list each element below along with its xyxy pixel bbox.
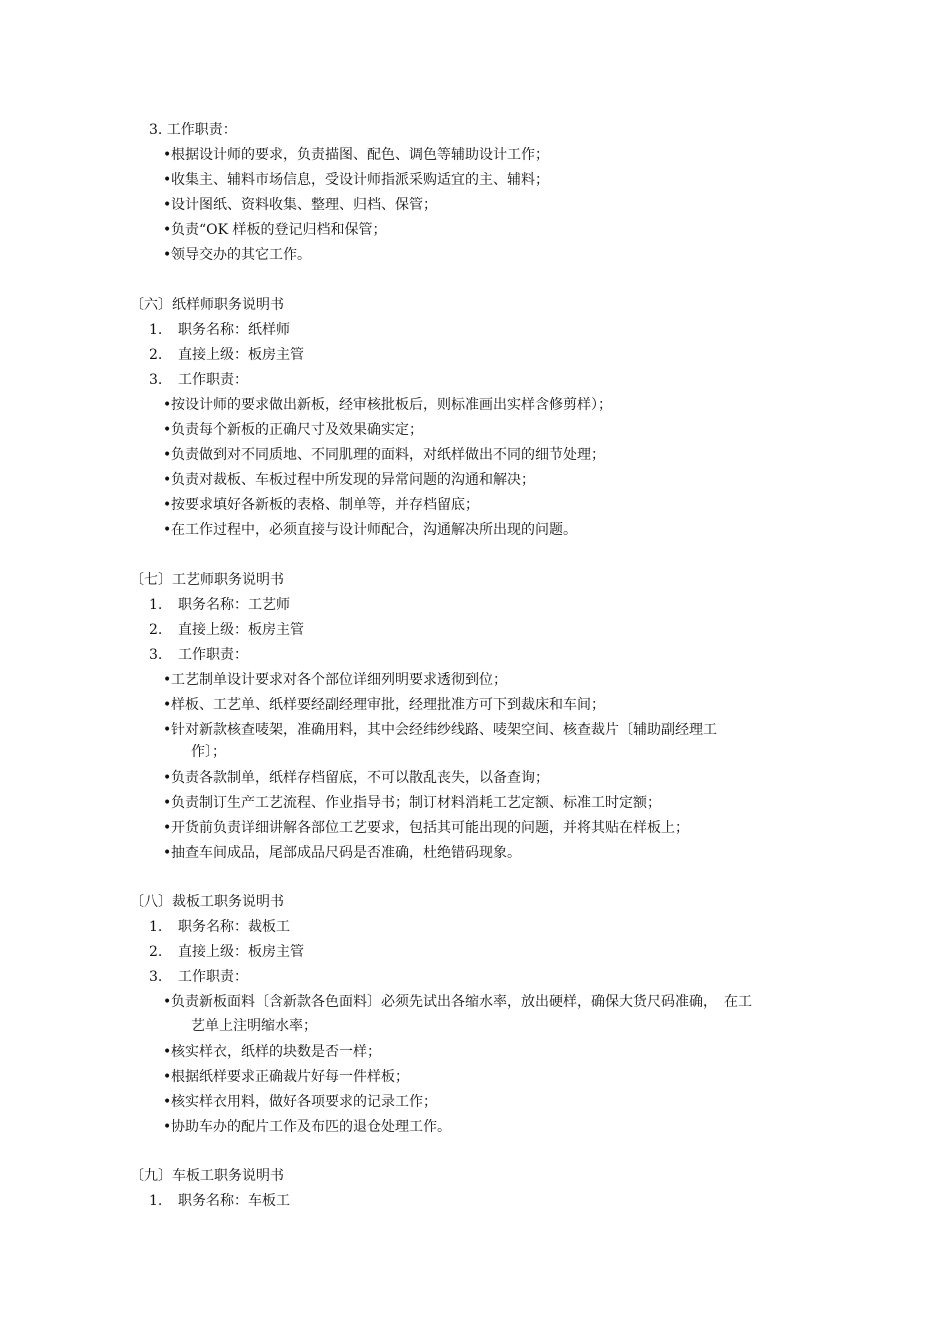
list-item: • 开货前负责详细讲解各部位工艺要求，包括其可能出现的问题，并将其贴在样板上；	[163, 819, 689, 837]
list-item: • 核实样衣用料，做好各项要求的记录工作；	[163, 1093, 437, 1111]
item-number: 2.	[149, 944, 163, 960]
item-text: 直接上级：板房主管	[178, 347, 304, 363]
item-number: 3.	[149, 969, 163, 985]
list-item: • 负责各款制单，纸样存档留底，不可以散乱丧失，以备查询；	[163, 769, 549, 787]
list-item: • 负责制订生产工艺流程、作业指导书；制订材料消耗工艺定额、标准工时定额；	[163, 794, 661, 812]
numbered-item	[149, 918, 290, 936]
item-text: 职务名称：工艺师	[178, 597, 290, 613]
list-item: • 核实样衣，纸样的块数是否一样；	[163, 1043, 381, 1061]
list-item: • 样板、工艺单、纸样要经副经理审批，经理批准方可下到裁床和车间；	[163, 696, 605, 714]
numbered-item	[149, 943, 304, 961]
duties-heading: 3. 工作职责：	[149, 122, 237, 138]
item-text: 职务名称：车板工	[178, 1193, 290, 1209]
list-item: • 收集主、辅料市场信息，受设计师指派采购适宜的主、辅料；	[163, 171, 549, 189]
numbered-item	[149, 321, 290, 339]
item-number: 3.	[149, 372, 163, 388]
item-text: 工作职责：	[178, 372, 248, 388]
list-item: • 按要求填好各新板的表格、制单等，并存档留底；	[163, 496, 479, 514]
list-item: • 根据纸样要求正确裁片好每一件样板；	[163, 1068, 409, 1086]
list-item: • 负责新板面料〔含新款各色面料〕必须先试出各缩水率，放出硬样，确保大货尺码准确， 在工	[163, 993, 752, 1011]
section-title: 〔七〕工艺师职务说明书	[130, 572, 284, 588]
item-text: 工作职责：	[178, 647, 248, 663]
numbered-item	[149, 968, 248, 986]
numbered-item	[149, 346, 304, 364]
numbered-item	[149, 1192, 290, 1210]
list-item-continuation: 作〕；	[191, 744, 226, 760]
list-item: • 根据设计师的要求，负责描图、配色、调色等辅助设计工作；	[163, 146, 549, 164]
item-text: 直接上级：板房主管	[178, 622, 304, 638]
list-item: • 领导交办的其它工作。	[163, 246, 311, 264]
list-item: • 按设计师的要求做出新板，经审核批板后，则标准画出实样含修剪样）；	[163, 396, 612, 414]
section-title: 〔九〕车板工职务说明书	[130, 1168, 284, 1184]
list-item: • 在工作过程中，必须直接与设计师配合，沟通解决所出现的问题。	[163, 521, 577, 539]
item-number: 2.	[149, 347, 163, 363]
list-item: • 针对新款核查唛架，准确用料，其中会经纬纱线路、唛架空间、核查裁片〔辅助副经理工	[163, 721, 717, 739]
item-number: 1.	[149, 919, 163, 935]
list-item: • 抽查车间成品，尾部成品尺码是否准确，杜绝错码现象。	[163, 844, 521, 862]
item-number: 3.	[149, 647, 163, 663]
item-text: 工作职责：	[178, 969, 248, 985]
item-text: 职务名称：裁板工	[178, 919, 290, 935]
item-number: 1.	[149, 1193, 163, 1209]
item-text: 职务名称：纸样师	[178, 322, 290, 338]
list-item: • 负责“OK 样板的登记归档和保管；	[163, 221, 387, 239]
item-number: 1.	[149, 597, 163, 613]
list-item: • 负责做到对不同质地、不同肌理的面料，对纸样做出不同的细节处理；	[163, 446, 605, 464]
list-item-continuation: 艺单上注明缩水率；	[191, 1018, 317, 1034]
list-item: • 负责对裁板、车板过程中所发现的异常问题的沟通和解决；	[163, 471, 535, 489]
numbered-item	[149, 371, 248, 389]
numbered-item	[149, 646, 248, 664]
numbered-item	[149, 621, 304, 639]
list-item: • 设计图纸、资料收集、整理、归档、保管；	[163, 196, 437, 214]
item-text: 直接上级：板房主管	[178, 944, 304, 960]
item-number: 1.	[149, 322, 163, 338]
section-title: 〔六〕纸样师职务说明书	[130, 297, 284, 313]
item-number: 2.	[149, 622, 163, 638]
section-title: 〔八〕裁板工职务说明书	[130, 894, 284, 910]
numbered-item	[149, 596, 290, 614]
list-item: • 协助车办的配片工作及布匹的退仓处理工作。	[163, 1118, 451, 1136]
list-item: • 负责每个新板的正确尺寸及效果确实定；	[163, 421, 423, 439]
list-item: • 工艺制单设计要求对各个部位详细列明要求透彻到位；	[163, 671, 507, 689]
